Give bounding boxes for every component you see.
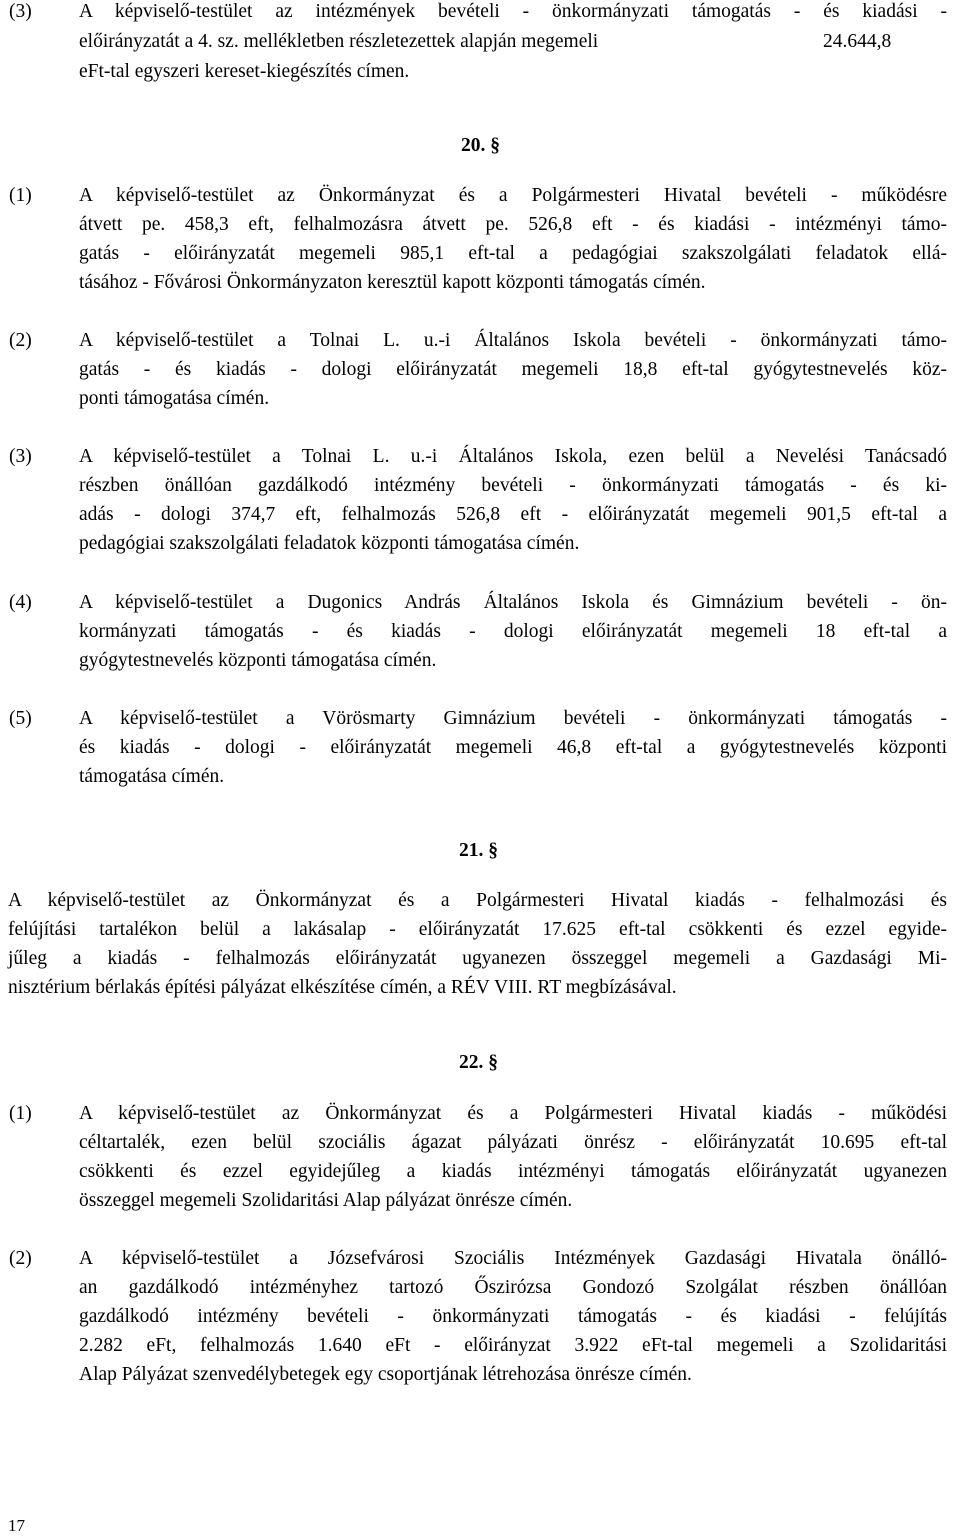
section-heading-20	[461, 133, 500, 159]
paragraph-line: gyógytestnevelés központi támogatása címén.	[79, 650, 437, 671]
section-number: 22.	[459, 1052, 484, 1073]
paragraph-number: (2)	[9, 330, 32, 351]
paragraph-line: A képviselő-testület a Józsefvárosi Szociális Intézmények Gazdasági Hivatala önálló-	[79, 1248, 947, 1269]
paragraph-number: (3)	[9, 1, 32, 22]
paragraph-line: összeggel megemeli Szolidaritási Alap pályázat önrésze címén.	[79, 1190, 573, 1211]
paragraph-number: (1)	[9, 185, 32, 206]
paragraph-line: ponti támogatása címén.	[79, 388, 270, 409]
paragraph-number: (4)	[9, 592, 32, 613]
paragraph-number: (2)	[9, 1248, 32, 1269]
paragraph-line: A képviselő-testület az Önkormányzat és a Polgármesteri Hivatal kiadás - működési	[79, 1103, 947, 1124]
paragraph-number: (5)	[9, 708, 32, 729]
paragraph-line: tásához - Fővárosi Önkormányzaton keresztül kapott központi támogatás címén.	[79, 272, 706, 293]
paragraph-line: A képviselő-testület a Vörösmarty Gimnázium bevételi - önkormányzati támogatás -	[79, 708, 947, 729]
section-number: 20.	[461, 135, 486, 156]
paragraph-line: átvett pe. 458,3 eft, felhalmozásra átvett pe. 526,8 eft - és kiadási - intézményi támo-	[79, 214, 947, 235]
paragraph-line: A képviselő-testület az Önkormányzat és a Polgármesteri Hivatal bevételi - működésre	[79, 185, 947, 206]
paragraph-number: (1)	[9, 1103, 32, 1124]
paragraph-line: csökkenti és ezzel egyidejűleg a kiadás intézményi támogatás előirányzatát ugyanezen	[79, 1161, 947, 1182]
paragraph-line: felújítási tartalékon belül a lakásalap - előirányzatát 17.625 eft-tal csökkenti és ezzel egyide-	[8, 919, 947, 940]
paragraph-line: jűleg a kiadás - felhalmozás előirányzatát ugyanezen összeggel megemeli a Gazdasági Mi-	[8, 948, 947, 969]
section-sign: §	[488, 840, 498, 861]
amount-value: 24.644,8	[823, 31, 892, 52]
paragraph-line: nisztérium bérlakás építési pályázat elkészítése címén, a RÉV VIII. RT megbízásával.	[8, 977, 677, 998]
page-number: 17	[8, 1516, 25, 1535]
paragraph-line: Alap Pályázat szenvedélybetegek egy csoportjának létrehozása önrésze címén.	[79, 1364, 692, 1385]
paragraph-line: A képviselő-testület a Dugonics András Általános Iskola és Gimnázium bevételi - ön-	[79, 592, 947, 613]
paragraph-line: részben önállóan gazdálkodó intézmény bevételi - önkormányzati támogatás - és ki-	[79, 475, 947, 496]
section-number: 21.	[459, 840, 484, 861]
paragraph-line: A képviselő-testület az Önkormányzat és a Polgármesteri Hivatal kiadás - felhalmozási és	[8, 890, 947, 911]
paragraph-line: gazdálkodó intézmény bevételi - önkormányzati támogatás - és kiadási - felújítás	[79, 1306, 947, 1327]
paragraph-line: és kiadás - dologi - előirányzatát megemeli 46,8 eft-tal a gyógytestnevelés központi	[79, 737, 947, 758]
paragraph-line: előirányzatát a 4. sz. mellékletben részletezettek alapján megemeli	[79, 31, 599, 52]
section-sign: §	[490, 135, 500, 156]
paragraph-line: gatás - előirányzatát megemeli 985,1 eft-tal a pedagógiai szakszolgálati feladatok ellá-	[79, 243, 947, 264]
paragraph-line: pedagógiai szakszolgálati feladatok központi támogatása címén.	[79, 533, 580, 554]
section-sign: §	[488, 1052, 498, 1073]
paragraph-line: 2.282 eFt, felhalmozás 1.640 eFt - előirányzat 3.922 eFt-tal megemeli a Szolidaritási	[79, 1335, 947, 1356]
paragraph-line: eFt-tal egyszeri kereset-kiegészítés címen.	[79, 61, 410, 82]
paragraph-line: A képviselő-testület a Tolnai L. u.-i Általános Iskola bevételi - önkormányzati támo-	[79, 330, 947, 351]
paragraph-line: céltartalék, ezen belül szociális ágazat pályázati önrész - előirányzatát 10.695 eft-tal	[79, 1132, 947, 1153]
paragraph-line: A képviselő-testület a Tolnai L. u.-i Általános Iskola, ezen belül a Nevelési Tanácsadó	[79, 446, 947, 467]
paragraph-line: támogatása címén.	[79, 766, 225, 787]
paragraph-line: gatás - és kiadás - dologi előirányzatát megemeli 18,8 eft-tal gyógytestnevelés köz-	[79, 359, 947, 380]
paragraph-line: adás - dologi 374,7 eft, felhalmozás 526,8 eft - előirányzatát megemeli 901,5 eft-tal a	[79, 504, 947, 525]
paragraph-line: A képviselő-testület az intézmények bevételi - önkormányzati támogatás - és kiadási -	[79, 1, 947, 22]
paragraph-line: kormányzati támogatás - és kiadás - dologi előirányzatát megemeli 18 eft-tal a	[79, 621, 947, 642]
paragraph-number: (3)	[9, 446, 32, 467]
section-heading-21	[459, 838, 498, 864]
paragraph-line: an gazdálkodó intézményhez tartozó Őszirózsa Gondozó Szolgálat részben önállóan	[79, 1277, 947, 1298]
section-heading-22	[459, 1050, 498, 1076]
